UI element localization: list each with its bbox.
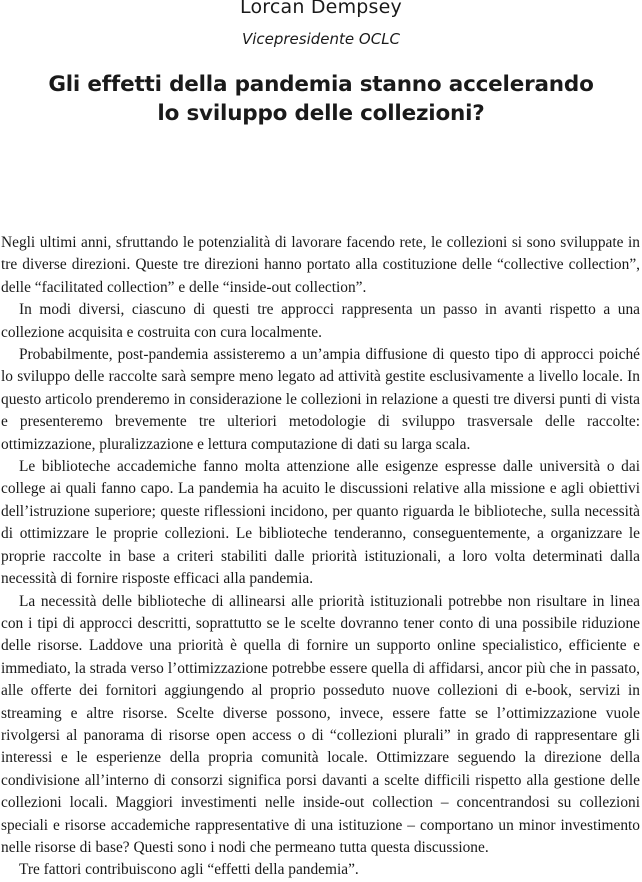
paragraph: Le biblioteche accademiche fanno molta attenzione alle esigenze espresse dalle università o dai college ai quali fanno capo. La pandemia ha acuito le discussioni relative alla missione e agli obiettivi dell’istruzione superiore; queste riflessioni incidono, per quanto riguarda le biblioteche, sulla necessità di ottimizzare le proprie collezioni. Le biblioteche tenderanno, conseguentemente, a organizzare le proprie raccolte in base a criteri stabiliti dalle priorità istituzionali, a loro volta determinati dalla necessità di fornire risposte efficaci alla pandemia. <box>1 458 640 588</box>
paragraph: Probabilmente, post-pandemia assisteremo a un’ampia diffusione di questo tipo di approcci poiché lo sviluppo delle raccolte sarà sempre meno legato ad attività gestite esclusivamente a livello locale. In questo articolo prenderemo in considerazione le collezioni in relazione a questi tre diversi punti di vista e presenteremo brevemente tre ulteriori metodologie di sviluppo trasversale delle raccolte: ottimizzazione, pluralizzazione e lettura computazione di dati su larga scala. <box>1 346 640 453</box>
paragraph: La necessità delle biblioteche di allinearsi alle priorità istituzionali potrebbe non risultare in linea con i tipi di approcci descritti, soprattutto se le scelte dovranno tener conto di una possibile riduzione delle risorse. Laddove una priorità è quella di fornire un supporto online specialistico, efficiente e immediato, la strada verso l’ottimizzazione potrebbe essere quella di affidarsi, ancor più che in passato, alle offerte dei fornitori aggiungendo al proprio posseduto nuove collezioni di e-book, servizi in streaming e altre risorse. Scelte diverse possono, invece, essere fatte se l’ottimizzazione vuole rivolgersi al panorama di risorse open access o di “collezioni plurali” in grado di rappresentare gli interessi e le esperienze della propria comunità locale. Ottimizzare seguendo la direzione della condivisione all’interno di consorzi significa porsi davanti a scelte difficili rispetto alla gestione delle collezioni locali. Maggiori investimenti nelle inside-out collection – concentrandosi su collezioni speciali e risorse accademiche rappresentative di una istituzione – comportano un minor investimento nelle risorse di base? Questi sono i nodi che permeano tutta questa discussione. <box>1 592 640 856</box>
article-title <box>20 70 622 128</box>
paragraph: Tre fattori contribuiscono agli “effetti della pandemia”. <box>19 861 359 879</box>
article-title-line-1: Gli effetti della pandemia stanno accelerando <box>48 72 594 97</box>
article-title-line-2: lo sviluppo delle collezioni? <box>157 101 485 126</box>
author-role: Vicepresidente OCLC <box>241 30 401 48</box>
paragraph: In modi diversi, ciascuno di questi tre approcci rappresenta un passo in avanti rispetto a una collezione acquisita e costruita con cura localmente. <box>1 301 640 341</box>
author-name: Lorcan Dempsey <box>240 0 402 18</box>
paragraph: Negli ultimi anni, sfruttando le potenzialità di lavorare facendo rete, le collezioni si sono sviluppate in tre diverse direzioni. Queste tre direzioni hanno portato alla costituzione delle “collective collection”, delle “facilitated collection” e delle “inside-out collection”. <box>1 234 640 296</box>
article-body <box>1 232 640 882</box>
